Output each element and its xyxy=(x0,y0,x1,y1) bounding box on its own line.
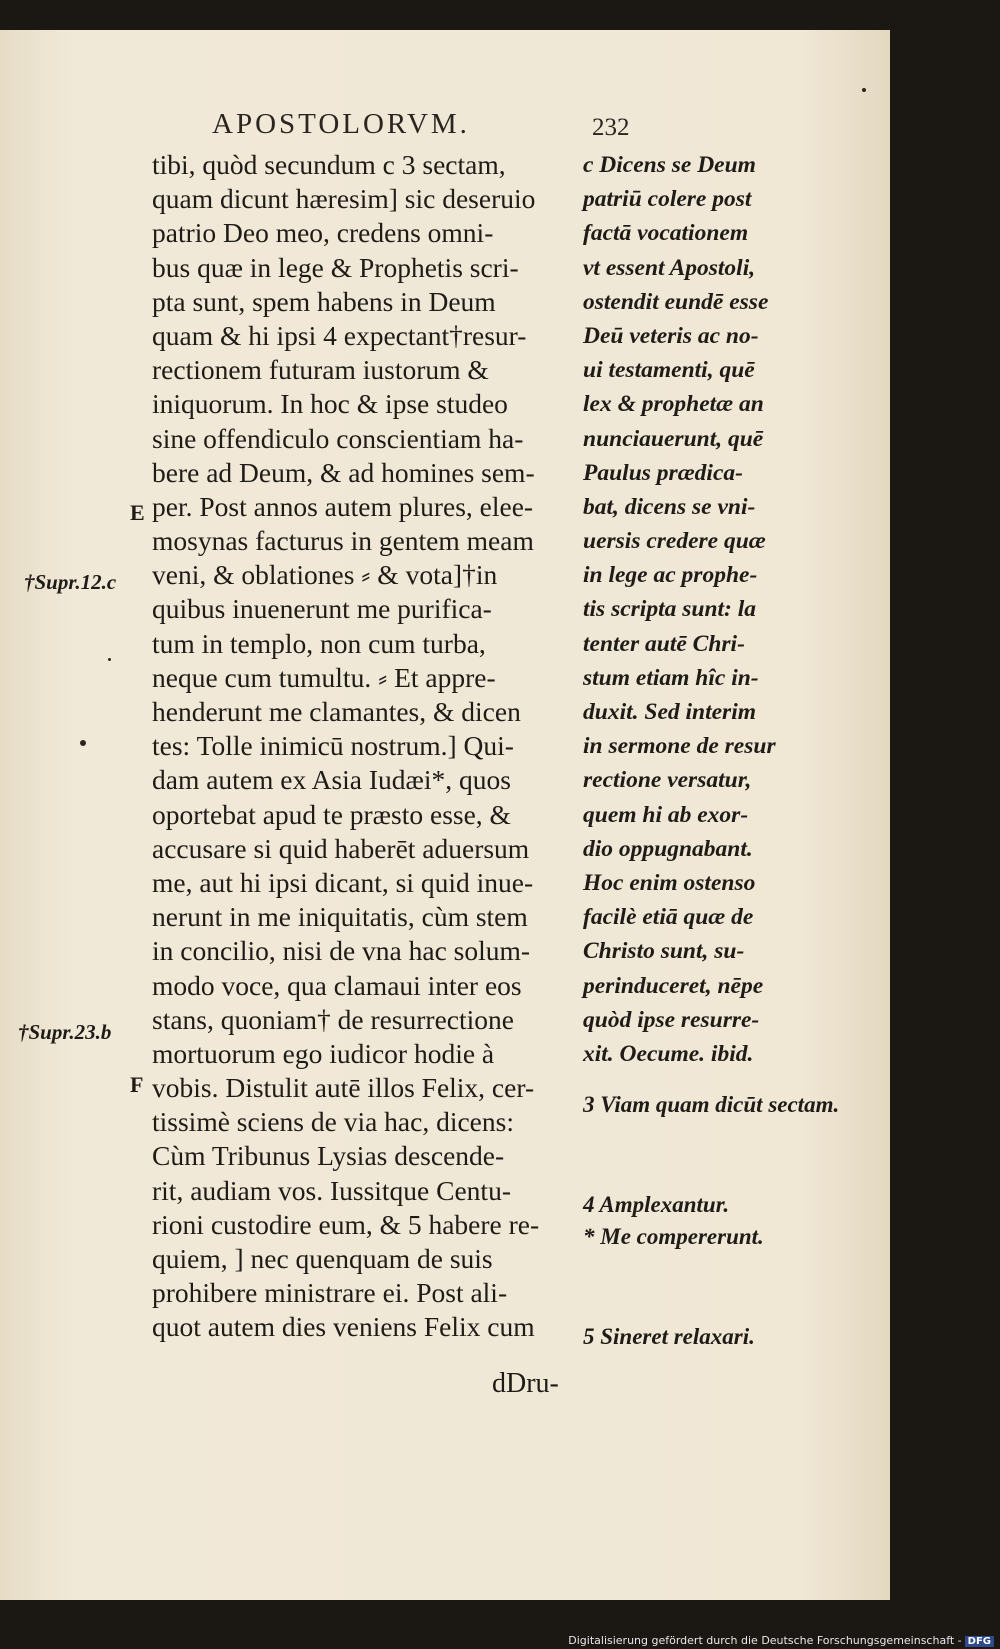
note-4: 4 Amplexantur. xyxy=(583,1192,730,1217)
text-line: quam dicunt hæresim] sic deseruio xyxy=(152,183,536,215)
text-line: dam autem ex Asia Iudæi*, quos xyxy=(152,764,511,796)
text-line: rioni custodire eum, & 5 habere re- xyxy=(152,1208,540,1240)
gloss-line: tis scripta sunt: la xyxy=(583,596,757,623)
text-line: rit, audiam vos. Iussitque Centu- xyxy=(152,1174,511,1206)
text-line: nerunt in me iniquitatis, cùm stem xyxy=(152,901,528,933)
gloss-line: nunciauerunt, quē xyxy=(583,425,764,452)
text-line: sine offendiculo conscientiam ha- xyxy=(152,422,524,454)
text-line: tes: Tolle inimicū nostrum.] Qui- xyxy=(152,730,514,762)
text-line: bus quæ in lege & Prophetis scri- xyxy=(152,251,519,283)
text-line: mosynas facturus in gentem meam xyxy=(152,525,534,557)
gloss-line: c Dicens se Deum xyxy=(583,152,756,178)
gloss-line: bat, dicens se vni- xyxy=(583,493,756,520)
gloss-line: Deū veteris ac no- xyxy=(583,322,759,349)
digitization-credit xyxy=(568,1634,994,1647)
text-line: oportebat apud te præsto esse, & xyxy=(152,798,511,830)
text-line: in concilio, nisi de vna hac solum- xyxy=(152,935,531,967)
gloss-line: uersis credere quæ xyxy=(583,528,766,555)
gloss-line: vt essent Apostoli, xyxy=(583,254,756,281)
gloss-column xyxy=(583,148,853,1071)
text-line: rectionem futuram iustorum & xyxy=(152,354,489,386)
text-line: iniquorum. In hoc & ipse studeo xyxy=(152,388,508,420)
gloss-line: patriū colere post xyxy=(583,186,752,213)
text-line: vobis. Distulit autē illos Felix, cer- xyxy=(152,1072,535,1104)
gloss-line: perinduceret, nēpe xyxy=(583,972,764,999)
gloss-line: stum etiam hîc in- xyxy=(583,664,759,691)
gloss-line: tenter autē Chri- xyxy=(583,630,745,657)
text-line: me, aut hi ipsi dicant, si quid inue- xyxy=(152,866,534,898)
note-star: * Me compererunt. xyxy=(583,1224,764,1249)
text-line: mortuorum ego iudicor hodie à xyxy=(152,1037,495,1069)
gloss-line: ui testamenti, quē xyxy=(583,357,755,384)
dfg-logo: DFG xyxy=(965,1636,994,1647)
gloss-line: Hoc enim ostenso xyxy=(583,869,756,896)
gloss-line: dio oppugnabant. xyxy=(583,835,753,862)
text-line: tibi, quòd secundum c 3 sectam, xyxy=(152,149,506,180)
margin-reference: †Supr.12.c xyxy=(24,570,117,594)
gloss-line: quem hi ab exor- xyxy=(583,801,749,828)
ink-speck xyxy=(80,740,86,746)
gloss-line: Christo sunt, su- xyxy=(583,938,745,965)
section-letter: E xyxy=(130,500,145,525)
text-line: tissimè sciens de via hac, dicens: xyxy=(152,1106,514,1138)
text-line: veni, & oblationes ⸗ & vota]†in xyxy=(152,559,498,591)
gloss-line: factā vocationem xyxy=(583,220,749,247)
text-line: henderunt me clamantes, & dicen xyxy=(152,696,521,727)
gloss-line: Paulus prædica- xyxy=(583,459,743,486)
gloss-line: lex & prophetæ an xyxy=(583,391,764,418)
ink-speck xyxy=(862,88,866,92)
running-head: APOSTOLORVM. xyxy=(212,108,470,140)
text-line: bere ad Deum, & ad homines sem- xyxy=(152,456,535,488)
text-line: quiem, ] nec quenquam de suis xyxy=(152,1243,493,1274)
margin-reference: †Supr.23.b xyxy=(18,1020,112,1044)
text-line: prohibere ministrare ei. Post ali- xyxy=(152,1277,508,1309)
book-page xyxy=(0,30,890,1600)
catchword: dDru- xyxy=(492,1368,559,1399)
text-line: modo voce, qua clamaui inter eos xyxy=(152,969,522,1001)
gloss-line: in sermone de resur xyxy=(583,733,776,760)
text-line: neque cum tumultu. ⸗ Et appre- xyxy=(152,661,496,693)
text-line: per. Post annos autem plures, elee- xyxy=(152,490,534,522)
text-line: quam & hi ipsi 4 expectant†resur- xyxy=(152,319,527,351)
text-line: tum in templo, non cum turba, xyxy=(152,627,486,659)
gloss-line: xit. Oecume. ibid. xyxy=(583,1040,754,1067)
text-line: quibus inuenerunt me purifica- xyxy=(152,593,492,625)
page-number: 232 xyxy=(592,114,630,141)
text-line: patrio Deo meo, credens omni- xyxy=(152,217,494,249)
main-text-column xyxy=(152,148,582,1345)
note-3: 3 Viam quam dicūt sectam. xyxy=(583,1092,840,1117)
text-line: accusare si quid haberēt aduersum xyxy=(152,832,530,864)
text-line: stans, quoniam† de resurrectione xyxy=(152,1003,514,1035)
text-line: Cùm Tribunus Lysias descende- xyxy=(152,1140,505,1172)
note-5: 5 Sineret relaxari. xyxy=(583,1324,755,1349)
gloss-line: rectione versatur, xyxy=(583,767,752,794)
gloss-line: ostendit eundē esse xyxy=(583,288,769,315)
section-letter: F xyxy=(130,1072,144,1097)
credit-text: Digitalisierung gefördert durch die Deutsche Forschungsgemeinschaft - xyxy=(568,1634,962,1647)
text-line: pta sunt, spem habens in Deum xyxy=(152,285,496,317)
ink-speck xyxy=(108,658,111,661)
gloss-line: quòd ipse resurre- xyxy=(583,1006,760,1033)
gloss-line: in lege ac prophe- xyxy=(583,562,758,589)
text-line: quot autem dies veniens Felix cum xyxy=(152,1311,535,1343)
gloss-line: facilè etiā quæ de xyxy=(583,904,754,931)
gloss-line: duxit. Sed interim xyxy=(583,699,757,725)
